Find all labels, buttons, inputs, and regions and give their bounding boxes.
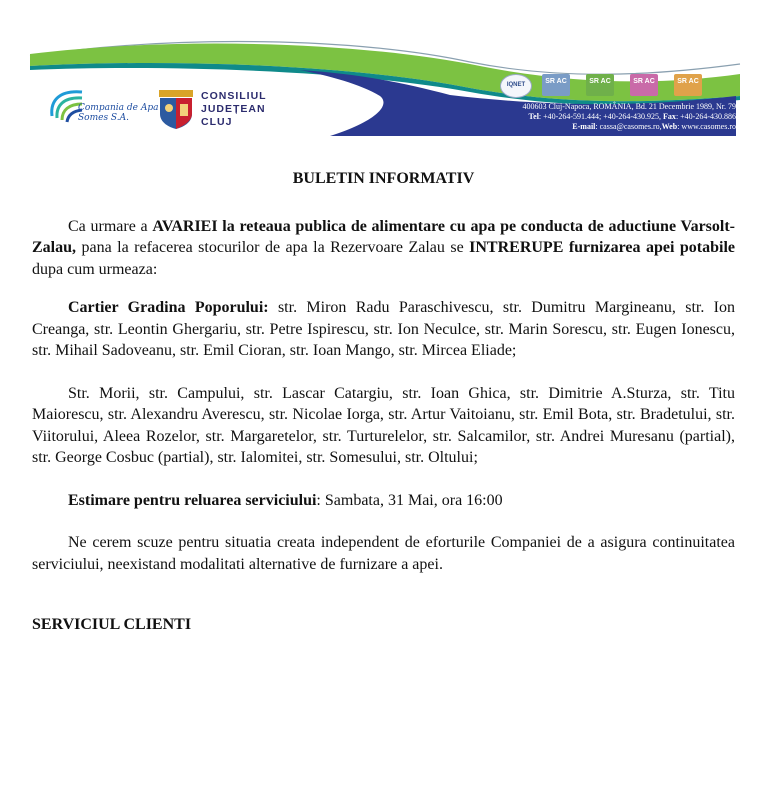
company-logo (48, 86, 163, 134)
county-crest-icon (156, 88, 196, 130)
affected-area-gradina-poporului: Cartier Gradina Poporului: str. Miron Radu Paraschivescu, str. Dumitru Margineanu, str. Ion Creanga, str. Leontin Ghergariu, str. Petre Ispirescu, str. Ion Neculce, str. Marin Sorescu, str. Eugen Ionescu, str. Mihail Sadoveanu, str. Emil Cioran, str. Ioan Mango, str. Mircea Eliade; (32, 299, 735, 359)
council-name-line: CLUJ (201, 116, 233, 128)
phone-fax-line: Tel: +40-264-591.444; +40-264-430.925, Fax: +40-264-430.886 (528, 112, 736, 121)
county-council-name (201, 90, 267, 129)
service-resume-estimate: Estimare pentru reluarea serviciului: Sambata, 31 Mai, ora 16:00 (68, 491, 503, 509)
email-web-line: E-mail: cassa@casomes.ro,Web: www.casomes.ro (572, 122, 736, 131)
iqnet-badge: IQNET (500, 74, 532, 98)
contact-block (440, 102, 736, 132)
document-title: BULETIN INFORMATIV (292, 170, 475, 187)
company-logo-text: Compania de Apa Somes S.A. (78, 103, 159, 123)
council-name-line: CONSILIUL (201, 90, 267, 102)
srac-badge: SR AC (586, 74, 614, 96)
intro-paragraph: Ca urmare a AVARIEI la reteaua publica de alimentare cu apa pe conducta de aductiune Varsolt-Zalau, pana la refacerea stocurilor de apa la Rezervoare Zalau se INTRERUPE furnizarea apei potabile dupa cum urmeaza: (32, 217, 735, 278)
srac-badge: SR AC (542, 74, 570, 96)
council-name-line: JUDEȚEAN (201, 103, 266, 115)
certification-logos (500, 74, 740, 98)
document-body (32, 168, 735, 636)
affected-streets-list: Str. Morii, str. Campului, str. Lascar Catargiu, str. Ioan Ghica, str. Dimitrie A.Sturza, str. Titu Maiorescu, str. Alexandru Averescu, str. Nicolae Iorga, str. Artur Vaitoianu, str. Emil Bota, str. Bradetului, str. Viitorului, Aleea Rozelor, str. Margaretelor, str. Turturelelor, str. Salcamilor, str. Andrei Muresanu (partial), str. George Cosbuc (partial), str. Ialomitei, str. Somesului, str. Oltului; (32, 384, 735, 466)
srac-badge: SR AC (630, 74, 658, 96)
letterhead (0, 0, 763, 150)
county-council-logo (156, 88, 306, 134)
apology-paragraph: Ne cerem scuze pentru situatia creata independent de eforturile Companiei de a asigura continuitatea serviciului, neexistand modalitati alternative de furnizare a apei. (32, 534, 735, 573)
signoff: SERVICIUL CLIENTI (32, 616, 192, 633)
address-line: 400603 Cluj-Napoca, ROMÂNIA, Bd. 21 Decembrie 1989, Nr. 79 (522, 102, 736, 111)
srac-badge: SR AC (674, 74, 702, 96)
